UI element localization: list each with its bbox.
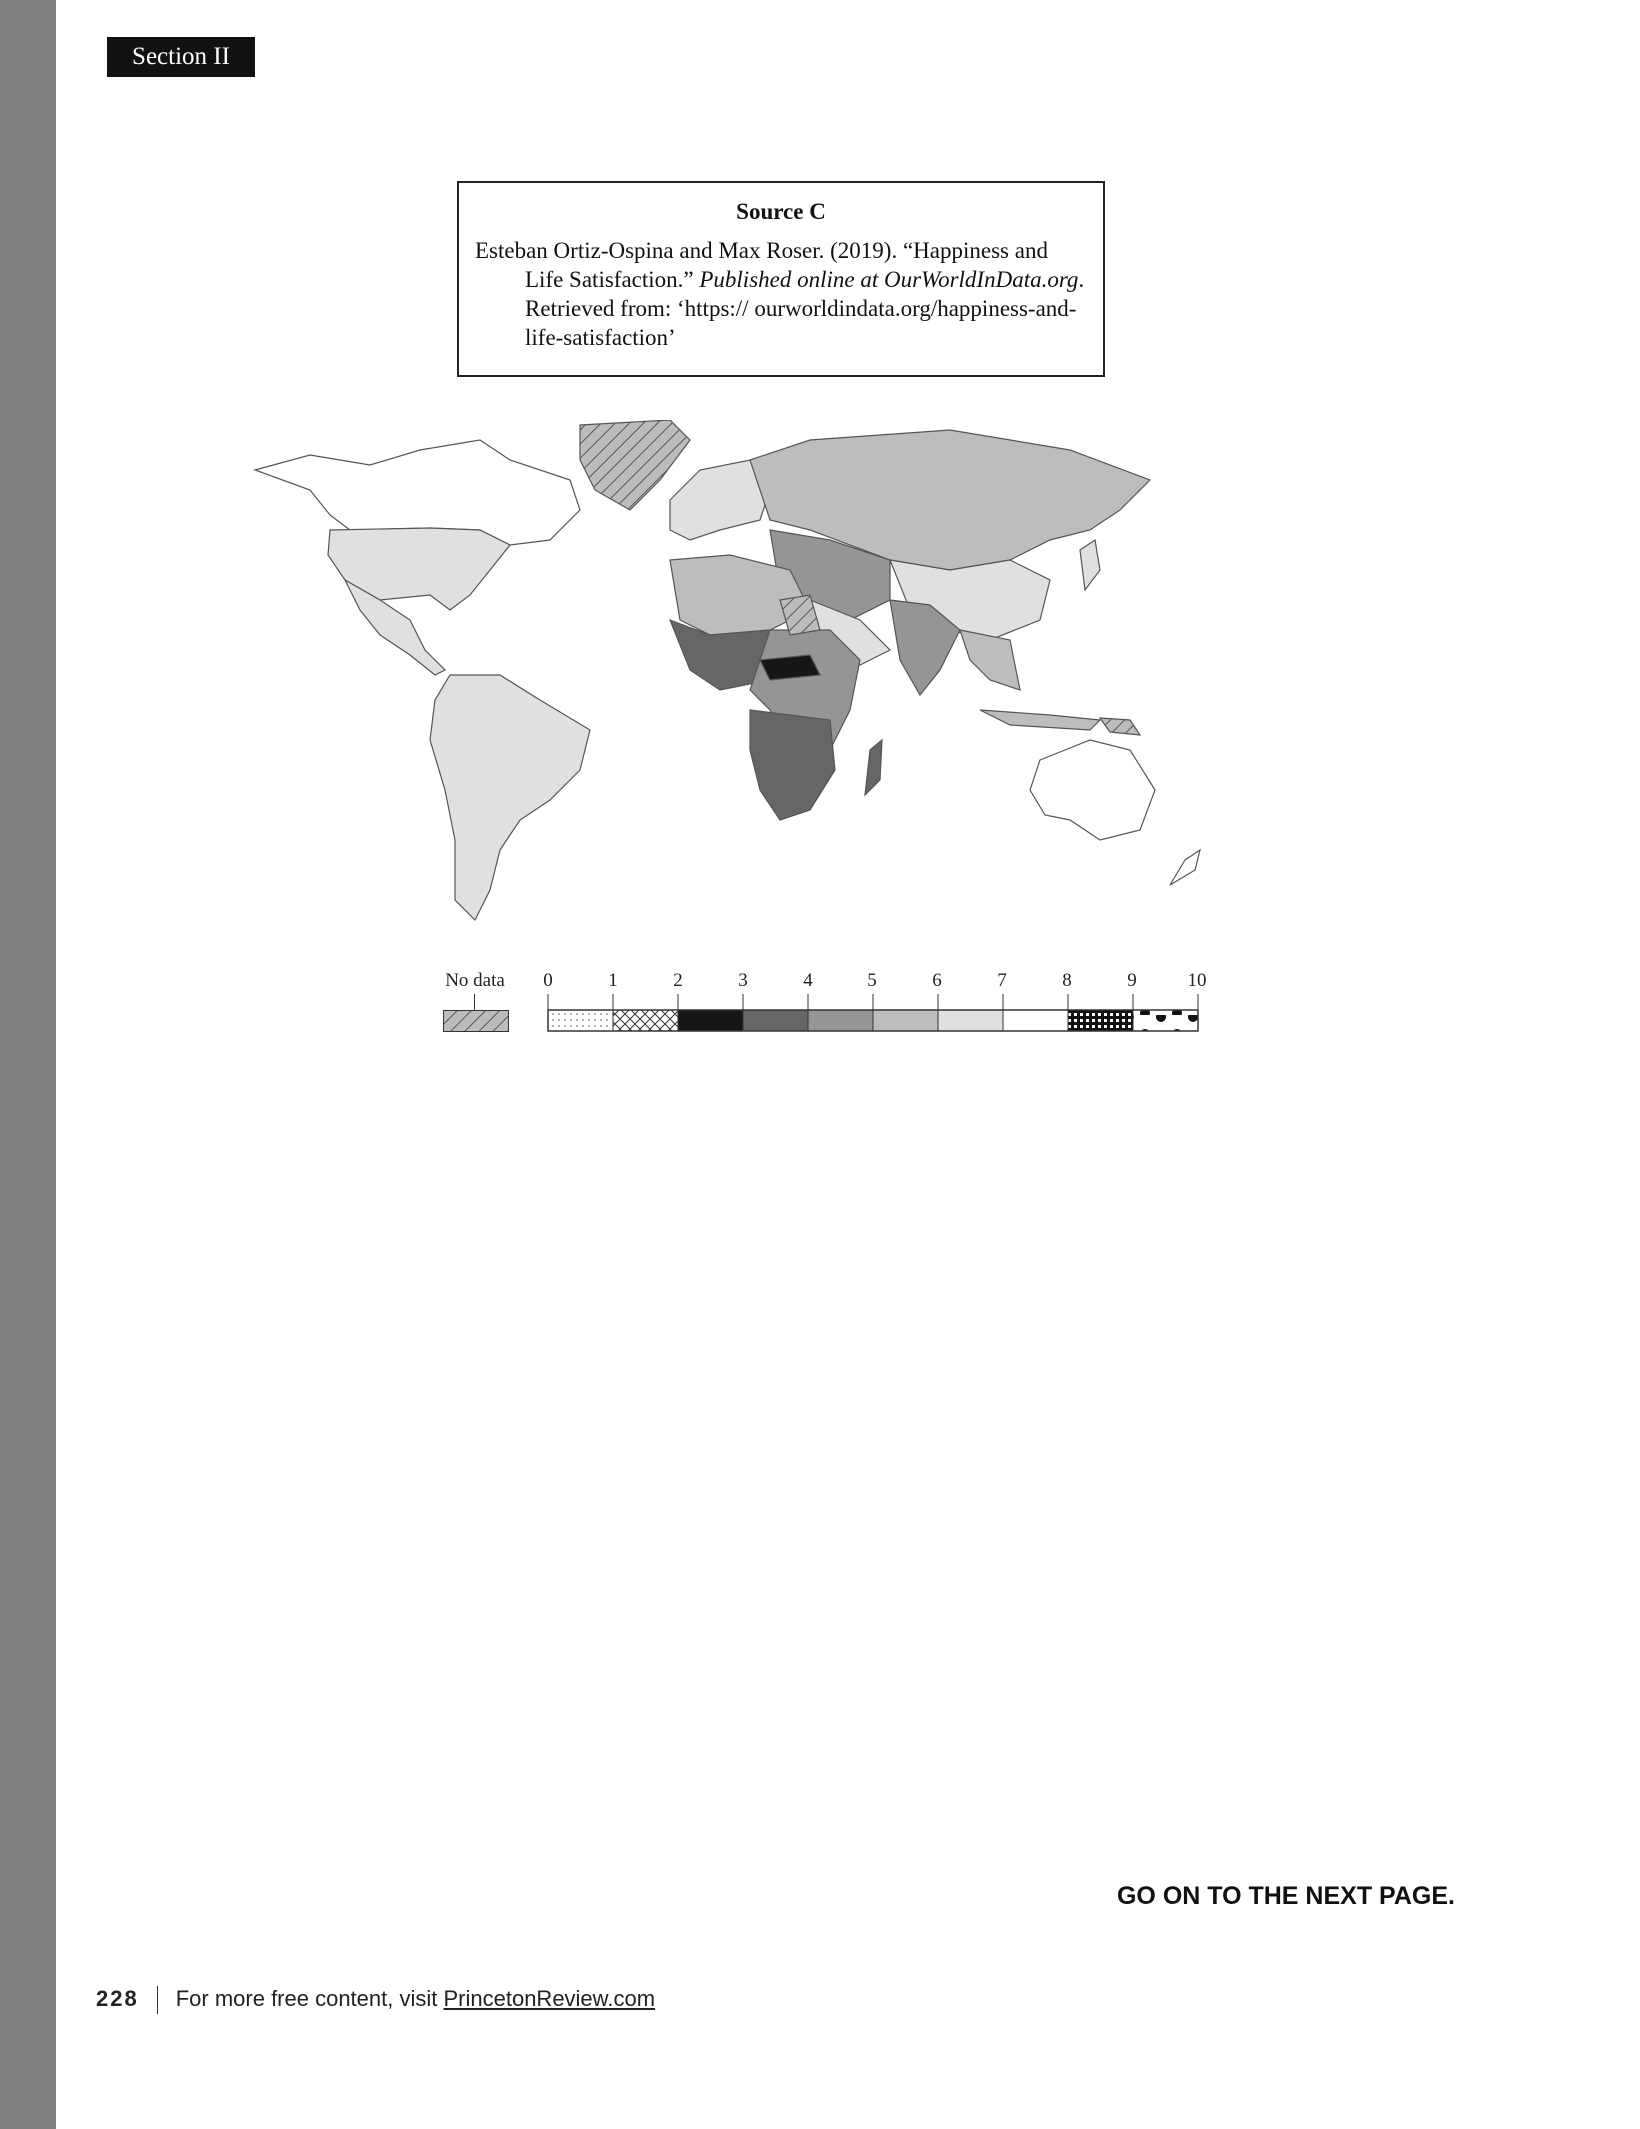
new-zealand	[1170, 850, 1200, 885]
section-label: Section II	[107, 37, 255, 77]
page-edge-bar	[0, 0, 56, 2129]
japan	[1080, 540, 1100, 590]
citation-italic: Published online at OurWorldInData.org	[699, 267, 1079, 292]
legend-tick: 0	[543, 970, 553, 991]
page-footer	[96, 1986, 655, 2014]
citation-text: Esteban Ortiz-Ospina and Max Roser. (2019). “Happiness and Life Satisfaction.”	[475, 238, 1048, 292]
legend-tick: 6	[932, 970, 942, 991]
footer-text: For more free content, visit	[175, 1986, 444, 2011]
citation-text-end: . Retrieved from: ‘https:// ourworldindata.org/happiness-and-life-satisfaction’	[525, 267, 1085, 350]
legend-tick: 4	[803, 970, 813, 991]
legend-no-data-swatch	[443, 1010, 509, 1032]
legend-tick: 9	[1127, 970, 1137, 991]
legend-tick: 10	[1187, 970, 1207, 991]
legend-tick: 8	[1062, 970, 1072, 991]
princeton-review-link[interactable]: PrincetonReview.com	[443, 1986, 656, 2011]
legend-no-data-label: No data	[445, 970, 505, 991]
footer-divider	[157, 1986, 158, 2014]
africa-south	[750, 710, 835, 820]
indonesia	[980, 710, 1100, 730]
source-title: Source C	[736, 199, 826, 224]
legend-color-scale	[545, 994, 1201, 1034]
map-legend	[440, 970, 1220, 1040]
source-citation	[475, 236, 1087, 352]
legend-tick: 1	[608, 970, 618, 991]
legend-tick: 2	[673, 970, 683, 991]
legend-tick: 7	[997, 970, 1007, 991]
png	[1100, 718, 1140, 735]
australia	[1030, 740, 1155, 840]
legend-tick: 5	[867, 970, 877, 991]
source-box	[457, 181, 1105, 377]
world-happiness-map	[250, 420, 1310, 930]
africa-dark	[760, 655, 820, 680]
south-america	[430, 675, 590, 920]
go-on-next-page: GO ON TO THE NEXT PAGE.	[1116, 1882, 1455, 1910]
legend-tick: 3	[738, 970, 748, 991]
madagascar	[865, 740, 882, 795]
page-number: 228	[96, 1986, 139, 2011]
southeast-asia	[960, 630, 1020, 690]
